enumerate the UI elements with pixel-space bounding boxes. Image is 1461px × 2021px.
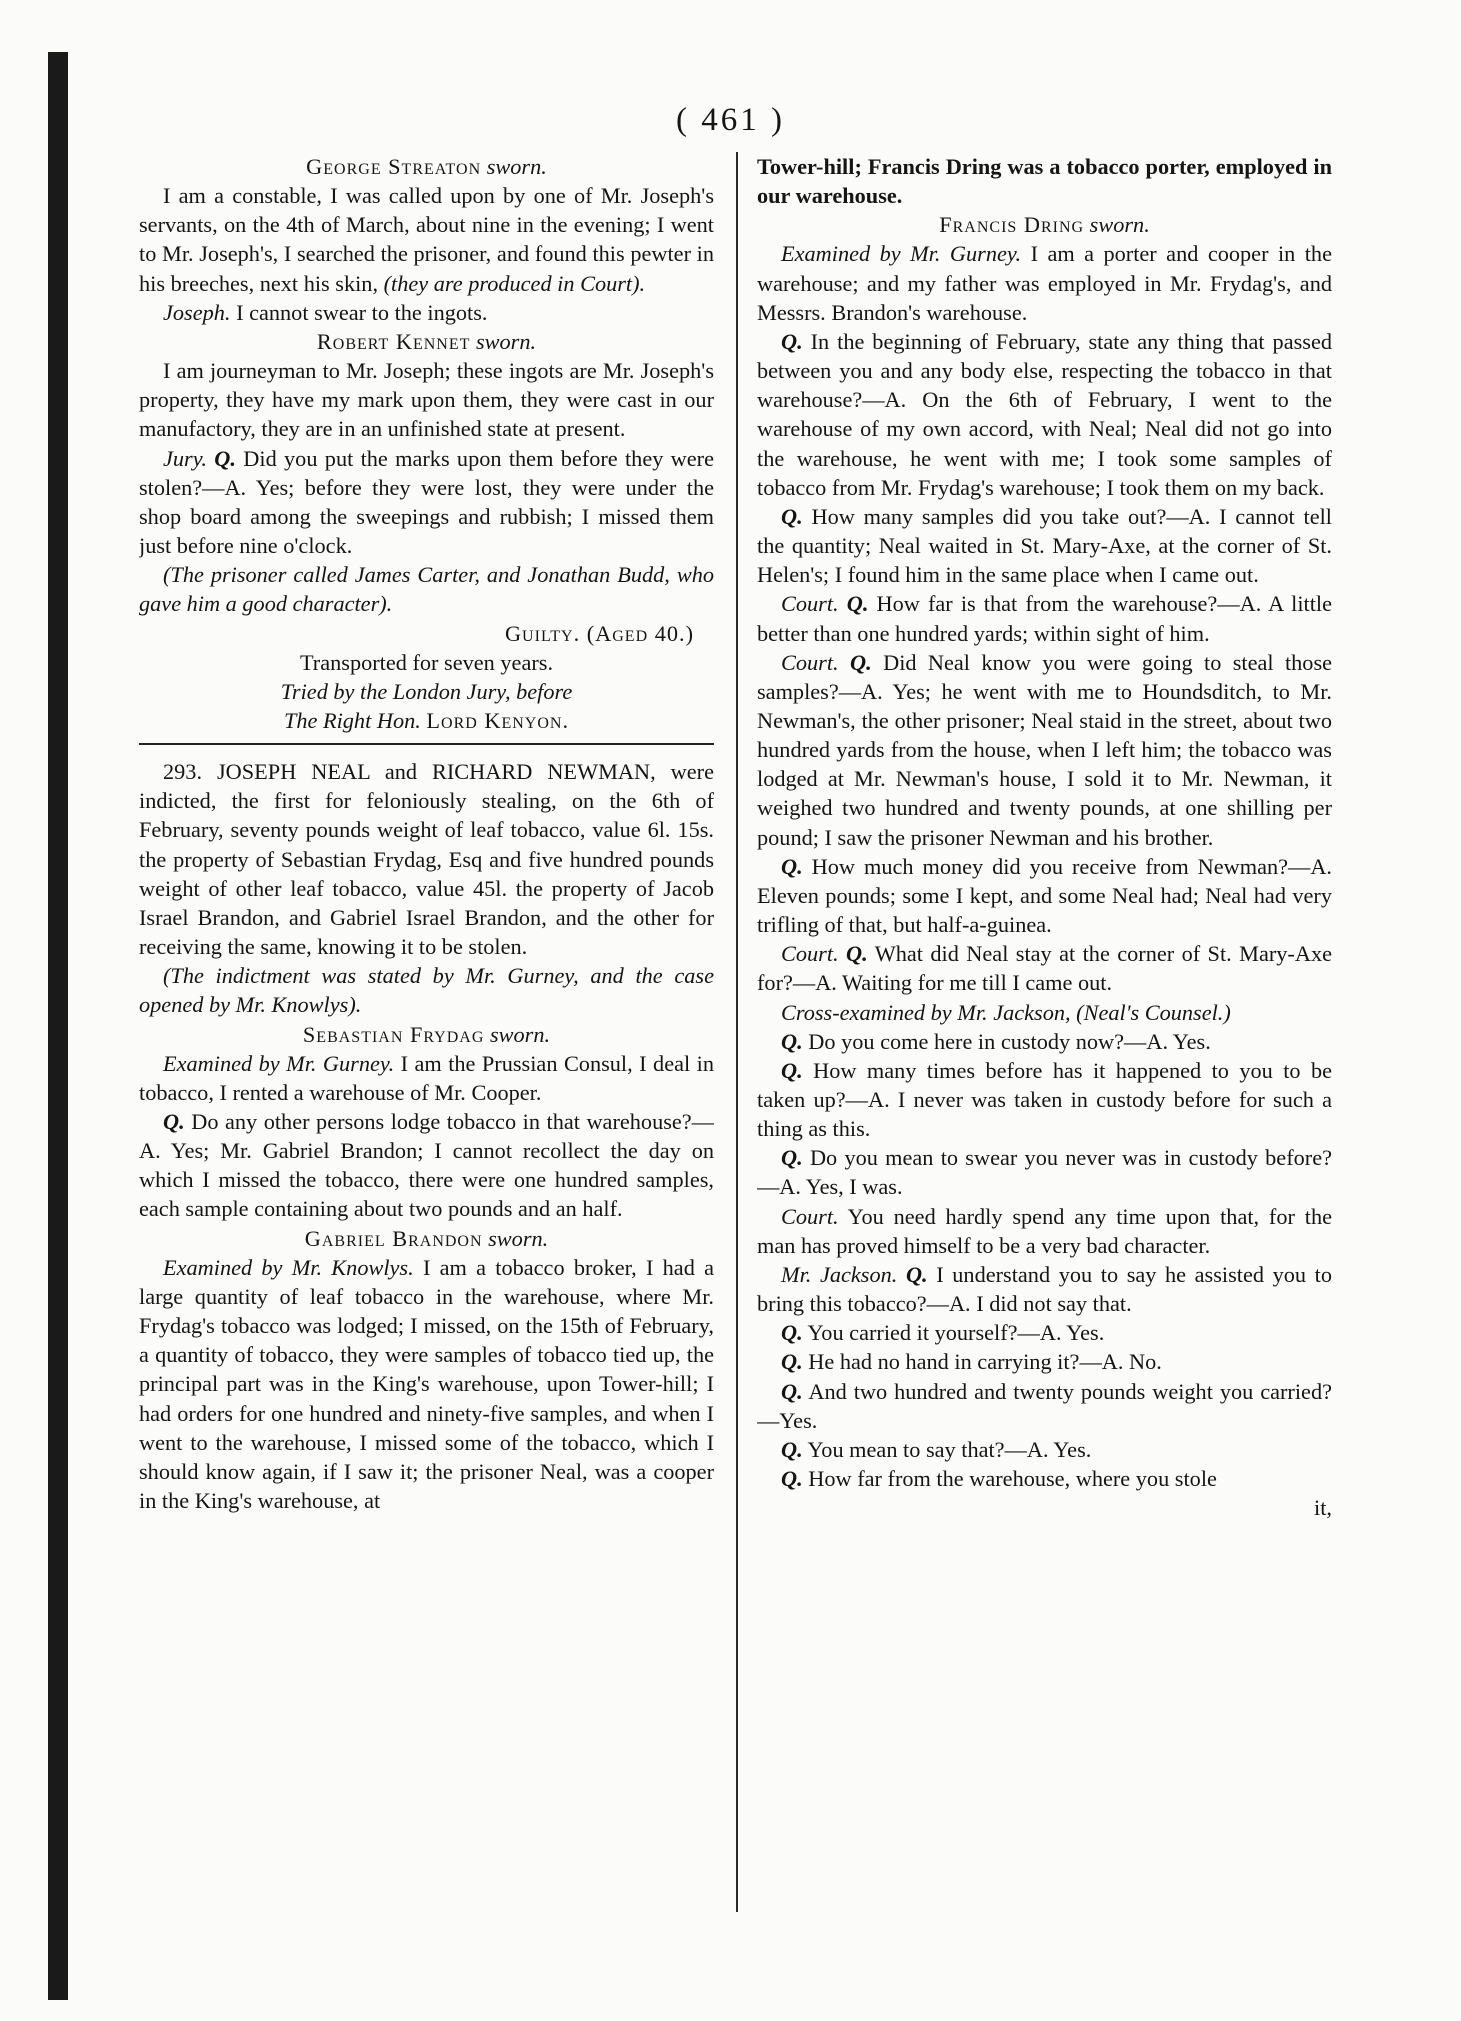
indictment-note: (The indictment was stated by Mr. Gurney, and the case opened by Mr. Knowlys). (139, 963, 714, 1018)
brandon-testimony-continued: Tower-hill; Francis Dring was a tobacco porter, employed in our warehouse. (757, 154, 1332, 209)
question-mean-to-say: Q. You mean to say that?—A. Yes. (781, 1436, 1092, 1462)
question-how-far: Q. How far from the warehouse, where you stole (781, 1466, 1217, 1492)
tried-by-line1: Tried by the London Jury, before (280, 678, 573, 704)
question-no-hand: Q. He had no hand in carrying it?—A. No. (781, 1349, 1162, 1375)
cross-question-3: Q. Do you mean to swear you never was in custody before?—A. Yes, I was. (757, 1145, 1332, 1200)
right-column (757, 152, 1332, 1997)
column-divider (736, 152, 738, 1912)
dring-question-2: Q. How many samples did you take out?—A. I cannot tell the quantity; Neal waited in St. Mary-Axe, at the corner of St. Helen's; I found him in the same place when I came out. (757, 503, 1332, 588)
court-question-1: Court. Q. How far is that from the warehouse?—A. A little better than one hundred yards; within sight of him. (757, 591, 1332, 646)
dring-question-3: Q. How much money did you receive from Newman?—A. Eleven pounds; some I kept, and some Neal had; Neal had very trifling of that, but half-a-guinea. (757, 853, 1332, 938)
question-carried: Q. You carried it yourself?—A. Yes. (781, 1320, 1105, 1346)
cross-question-2: Q. How many times before has it happened to you to be taken up?—A. I never was taken in custody before for such a thing as this. (757, 1057, 1332, 1142)
character-note: (The prisoner called James Carter, and Jonathan Budd, who gave him a good character). (139, 562, 714, 617)
joseph-statement: Joseph. I cannot swear to the ingots. (163, 299, 488, 325)
dring-question-1: Q. In the beginning of February, state any thing that passed between you and any body else, respecting the tobacco in that warehouse?—A. On the 6th of February, I went to the warehouse of my own accord, with Neal; Neal did not go into the warehouse, he went with me; I took some samples of tobacco from Mr. Frydag's warehouse; I took them on my back. (757, 328, 1332, 500)
case-293-indictment: 293. JOSEPH NEAL and RICHARD NEWMAN, were indicted, the first for feloniously stealing, on the 6th of February, seventy pounds weight of leaf tobacco, value 6l. 15s. the property of Sebastian Frydag, Esq and five hundred pounds weight of other leaf tobacco, value 45l. the property of Jacob Israel Brandon, and Gabriel Israel Brandon, and the other for receiving the same, knowing it to be stolen. (139, 759, 714, 960)
tried-by-line2: The Right Hon. Lord Kenyon. (283, 707, 570, 733)
witness-heading-streaton: George Streaton sworn. (306, 154, 547, 179)
court-question-3: Court. Q. What did Neal stay at the corner of St. Mary-Axe for?—A. Waiting for me till I came out. (757, 941, 1332, 996)
witness-heading-brandon: Gabriel Brandon sworn. (304, 1225, 549, 1251)
court-remark: Court. You need hardly spend any time upon that, for the man has proved himself to be a very bad character. (757, 1203, 1332, 1258)
dring-testimony: Examined by Mr. Gurney. I am a porter and cooper in the warehouse; and my father was employed in Mr. Frydag's, and Messrs. Brandon's warehouse. (757, 241, 1332, 325)
witness-heading-frydag: Sebastian Frydag sworn. (302, 1021, 551, 1047)
frydag-question: Q. Do any other persons lodge tobacco in that warehouse?—A. Yes; Mr. Gabriel Brandon; I cannot recollect the day on which I missed the tobacco, there were one hundred samples, each sample containing about two pounds and an half. (139, 1109, 714, 1222)
jackson-question: Mr. Jackson. Q. I understand you to say he assisted you to bring this tobacco?—A. I did not say that. (757, 1261, 1332, 1317)
frydag-testimony: Examined by Mr. Gurney. I am the Prussian Consul, I deal in tobacco, I rented a warehouse of Mr. Cooper. (139, 1050, 714, 1105)
witness-heading-dring: Francis Dring sworn. (939, 212, 1150, 238)
cross-examination-heading: Cross-examined by Mr. Jackson, (Neal's Counsel.) (781, 999, 1231, 1025)
book-spine-shadow (48, 52, 68, 2000)
question-weight: Q. And two hundred and twenty pounds weight you carried?—Yes. (757, 1378, 1332, 1433)
sentence: Transported for seven years. (299, 649, 554, 675)
jury-question: Jury. Q. Did you put the marks upon them before they were stolen?—A. Yes; before they were lost, they were under the shop board among the sweepings and rubbish; I missed them just before nine o'clock. (139, 445, 714, 559)
witness-heading-kennet: Robert Kennet sworn. (316, 328, 537, 354)
verdict: Guilty. (Aged 40.) (504, 620, 694, 646)
cross-question-1: Q. Do you come here in custody now?—A. Yes. (781, 1028, 1211, 1054)
brandon-testimony: Examined by Mr. Knowlys. I am a tobacco broker, I had a large quantity of leaf tobacco in the warehouse, where Mr. Frydag's tobacco was lodged; I missed, on the 15th of February, a quantity of tobacco, they were samples of tobacco tied up, the principal part was in the King's warehouse, upon Tower-hill; I had orders for one hundred and ninety-five samples, and when I went to the warehouse, I missed some of the tobacco, which I should know again, if I saw it; the prisoner Neal, was a cooper in the King's warehouse, at (139, 1254, 714, 1514)
case-separator-rule (139, 743, 714, 745)
catchword: it, (1314, 1495, 1332, 1521)
court-question-2: Court. Q. Did Neal know you were going to steal those samples?—A. Yes; he went with me to Houndsditch, to Mr. Newman's, the other prisoner; Neal staid in the street, about two hundred yards from the house, when I left him; the tobacco was lodged at Mr. Newman's house, I sold it to Mr. Newman, it weighed two hundred and twenty pounds, at one shilling per pound; I saw the prisoner Newman and his brother. (757, 649, 1332, 850)
streaton-testimony: I am a constable, I was called upon by one of Mr. Joseph's servants, on the 4th of March, about nine in the evening; I went to Mr. Joseph's, I searched the prisoner, and found this pewter in his breeches, next his skin, (they are produced in Court). (139, 183, 714, 296)
kennet-testimony: I am journeyman to Mr. Joseph; these ingots are Mr. Joseph's property, they have my mark upon them, they were cast in our manufactory, they are in an unfinished state at present. (139, 358, 714, 442)
page-number: ( 461 ) (676, 102, 785, 138)
left-column (139, 152, 714, 1997)
